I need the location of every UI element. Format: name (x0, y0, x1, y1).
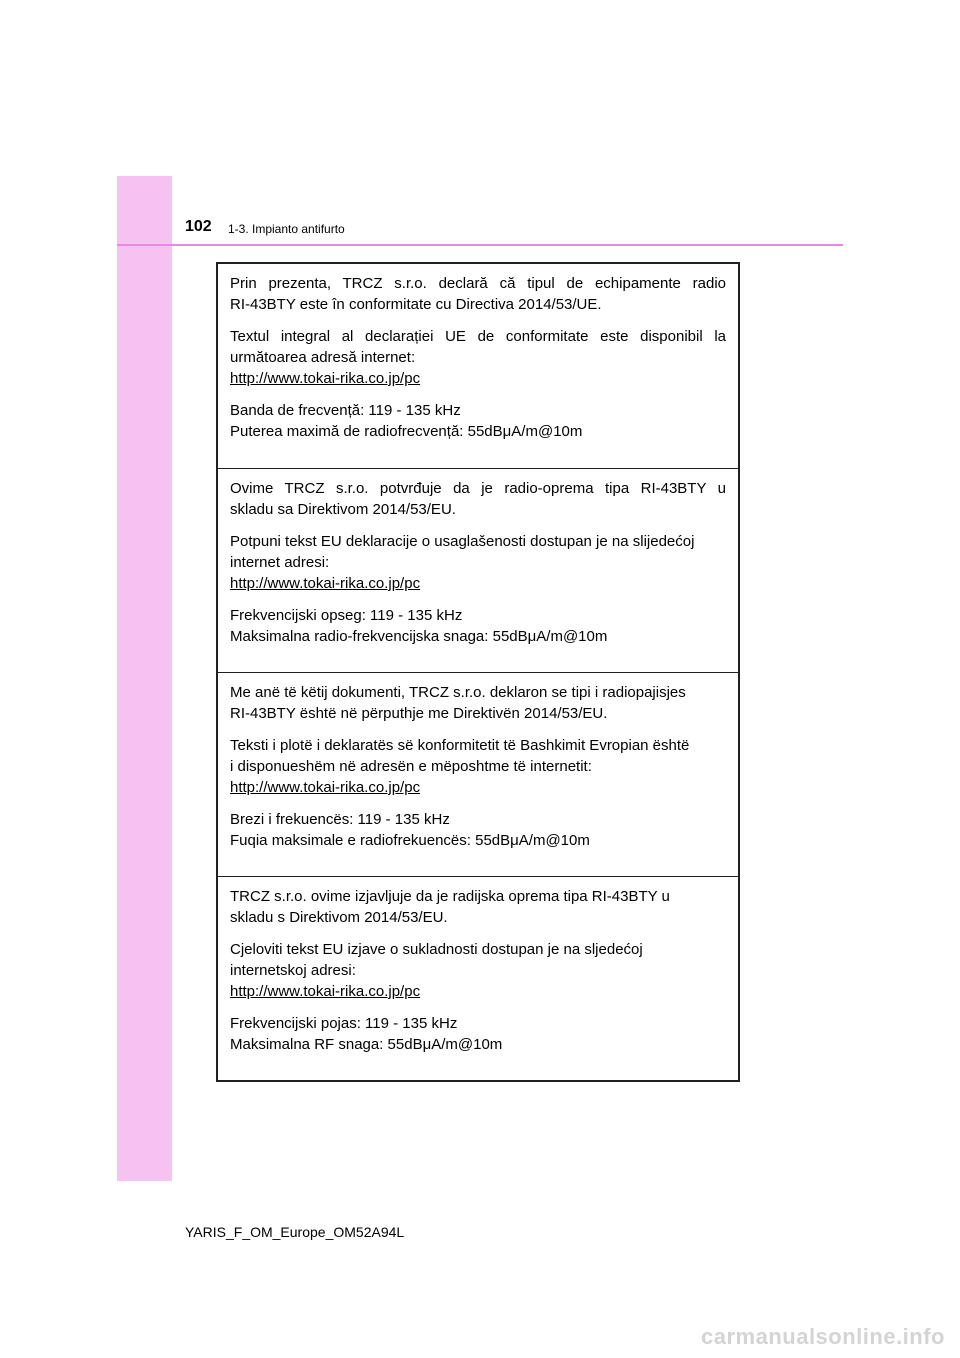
frequency-band-text: Brezi i frekuencës: 119 - 135 kHz (230, 811, 450, 828)
frequency-band-text: Banda de frecvență: 119 - 135 kHz (230, 402, 461, 419)
declaration-paragraph (230, 478, 726, 520)
declaration-paragraph (230, 682, 726, 724)
frequency-paragraph (230, 809, 726, 851)
frequency-band-text: Frekvencijski opseg: 119 - 135 kHz (230, 607, 463, 624)
availability-paragraph (230, 939, 726, 1002)
max-power-text: Fuqia maksimale e radiofrekuencës: 55dBμA/m@10m (230, 832, 590, 849)
declaration-link[interactable]: http://www.tokai-rika.co.jp/pc (230, 575, 421, 592)
side-color-band (117, 176, 172, 1181)
availability-line: internet adresi: (230, 554, 330, 571)
declaration-line: Prin prezenta, TRCZ s.r.o. declară că tipul de echipamente radio (230, 275, 726, 292)
availability-line: Potpuni tekst EU deklaracije o usaglašenosti dostupan je na slijedećoj (230, 533, 695, 550)
max-power-text: Maksimalna radio-frekvencijska snaga: 55dBμA/m@10m (230, 628, 608, 645)
declaration-section-croatian (218, 876, 738, 1080)
availability-paragraph (230, 531, 726, 594)
page-number: 102 (185, 218, 212, 235)
declaration-section-serbian (218, 468, 738, 672)
declaration-line: Ovime TRCZ s.r.o. potvrđuje da je radio-oprema tipa RI-43BTY u (230, 480, 726, 497)
declaration-line: TRCZ s.r.o. ovime izjavljuje da je radijska oprema tipa RI-43BTY u (230, 888, 670, 905)
availability-paragraph (230, 735, 726, 798)
declaration-line: RI-43BTY është në përputhje me Direktivën 2014/53/EU. (230, 705, 608, 722)
declaration-link[interactable]: http://www.tokai-rika.co.jp/pc (230, 779, 421, 796)
max-power-text: Maksimalna RF snaga: 55dBμA/m@10m (230, 1036, 503, 1053)
declaration-link[interactable]: http://www.tokai-rika.co.jp/pc (230, 983, 421, 1000)
declaration-section-albanian (218, 672, 738, 876)
frequency-paragraph (230, 400, 726, 442)
availability-paragraph (230, 326, 726, 389)
declaration-line: skladu s Direktivom 2014/53/EU. (230, 909, 448, 926)
frequency-paragraph (230, 1013, 726, 1055)
availability-line: internetskoj adresi: (230, 962, 356, 979)
declaration-link[interactable]: http://www.tokai-rika.co.jp/pc (230, 370, 421, 387)
availability-line: următoarea adresă internet: (230, 349, 416, 366)
frequency-band-text: Frekvencijski pojas: 119 - 135 kHz (230, 1015, 458, 1032)
declaration-paragraph (230, 273, 726, 315)
availability-line: Teksti i plotë i deklaratës së konformitetit të Bashkimit Evropian është (230, 737, 690, 754)
declaration-box (216, 262, 740, 1082)
frequency-paragraph (230, 605, 726, 647)
declaration-line: RI-43BTY este în conformitate cu Directiva 2014/53/UE. (230, 296, 602, 313)
watermark: carmanualsonline.info (701, 1324, 945, 1349)
declaration-paragraph (230, 886, 726, 928)
section-title: 1-3. Impianto antifurto (228, 222, 345, 236)
availability-line: Textul integral al declarației UE de conformitate este disponibil la (230, 328, 726, 345)
header-divider (117, 244, 843, 246)
availability-line: i disponueshëm në adresën e mëposhtme të internetit: (230, 758, 592, 775)
declaration-section-romanian (218, 264, 738, 468)
declaration-line: Me anë të këtij dokumenti, TRCZ s.r.o. deklaron se tipi i radiopajisjes (230, 684, 686, 701)
declaration-line: skladu sa Direktivom 2014/53/EU. (230, 501, 456, 518)
max-power-text: Puterea maximă de radiofrecvență: 55dBμA/m@10m (230, 423, 583, 440)
availability-line: Cjeloviti tekst EU izjave o sukladnosti dostupan je na sljedećoj (230, 941, 643, 958)
document-code: YARIS_F_OM_Europe_OM52A94L (185, 1224, 405, 1240)
